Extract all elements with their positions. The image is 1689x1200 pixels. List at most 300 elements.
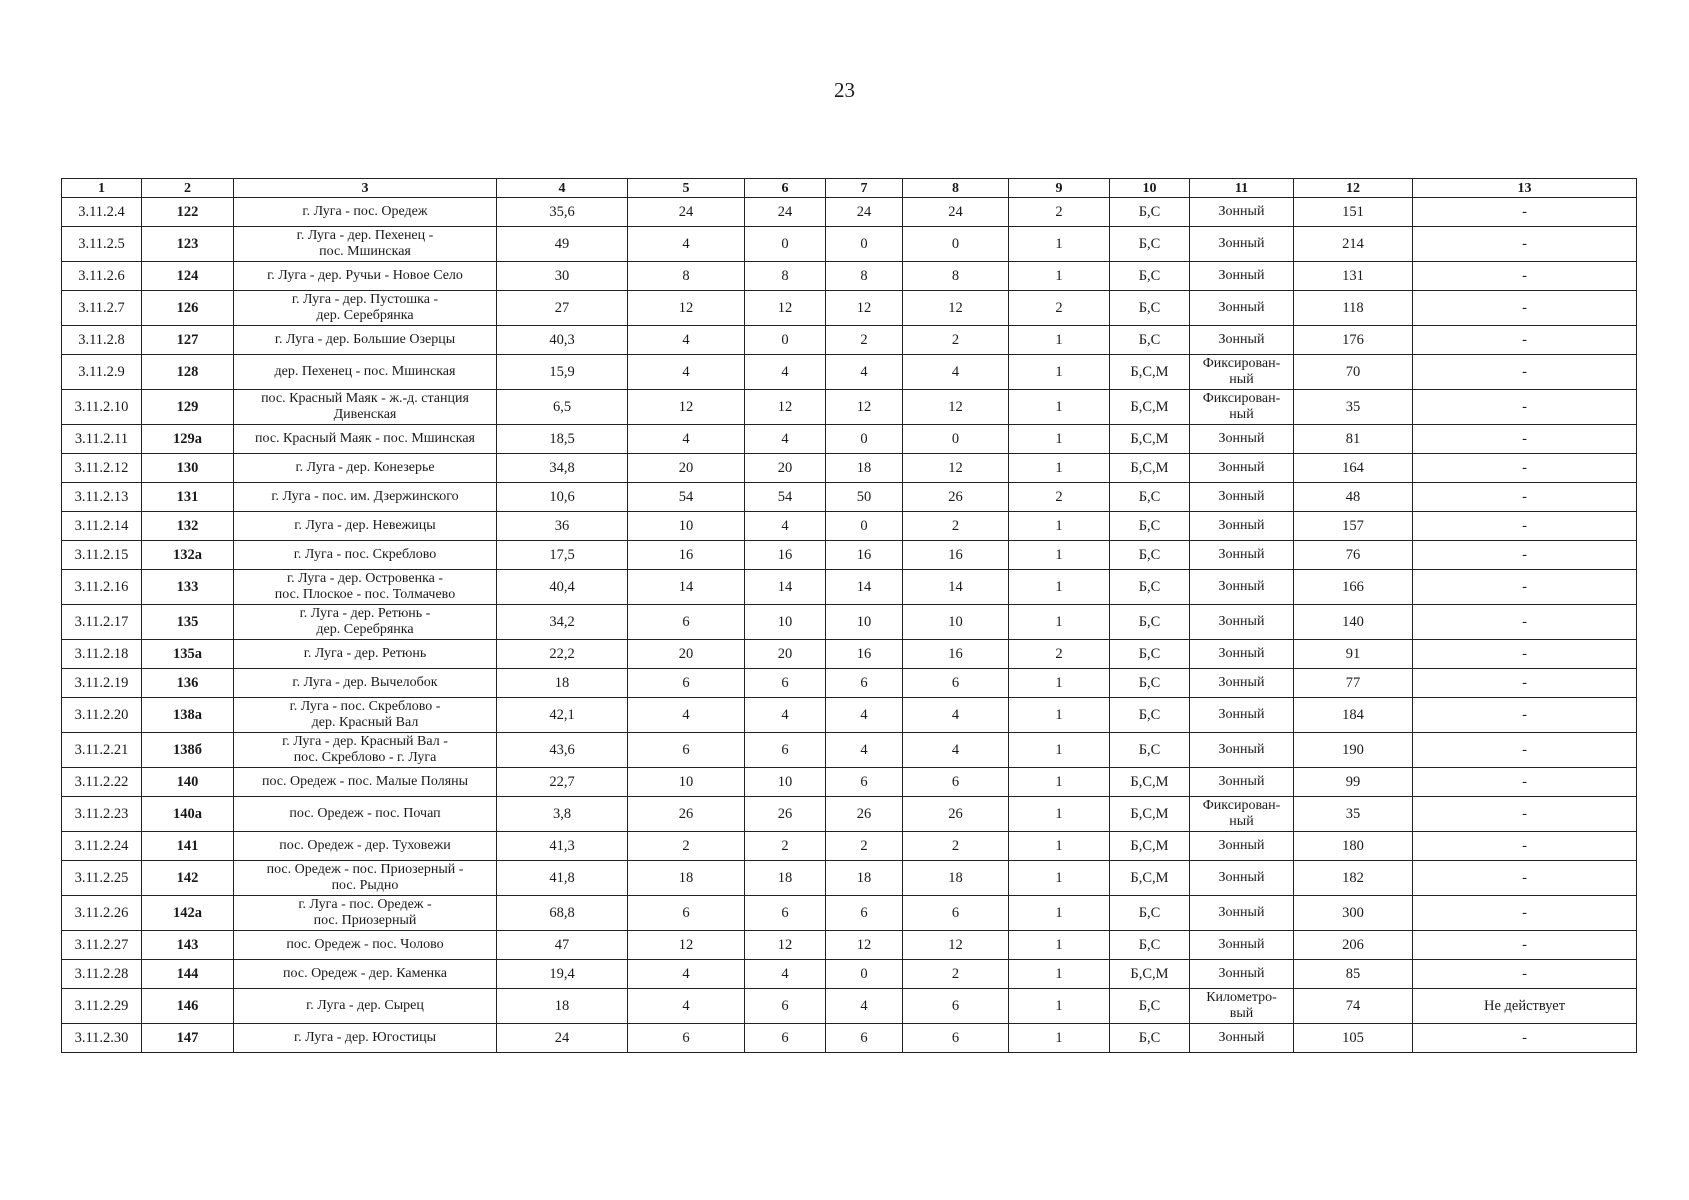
table-row: [62, 669, 1637, 698]
route-length: 3,8: [497, 797, 628, 832]
table-row: [62, 698, 1637, 733]
route-length: 30: [497, 262, 628, 291]
trips-col-8: 26: [903, 797, 1009, 832]
route-length: 41,8: [497, 861, 628, 896]
trips-col-5: 4: [628, 227, 745, 262]
vehicle-classes: Б,С,М: [1110, 454, 1190, 483]
column-header: 9: [1009, 179, 1110, 198]
column-header: 3: [234, 179, 497, 198]
fare-type: Фиксирован- ный: [1190, 390, 1294, 425]
trips-col-5: 12: [628, 291, 745, 326]
trips-col-7: 4: [826, 733, 903, 768]
col-12-value: 164: [1294, 454, 1413, 483]
trips-col-8: 12: [903, 291, 1009, 326]
route-path: пос. Оредеж - пос. Приозерный - пос. Рыдно: [234, 861, 497, 896]
route-path: пос. Оредеж - пос. Почап: [234, 797, 497, 832]
route-number: 135: [142, 605, 234, 640]
fare-type: Зонный: [1190, 454, 1294, 483]
status: -: [1413, 960, 1637, 989]
trips-col-5: 4: [628, 326, 745, 355]
route-length: 27: [497, 291, 628, 326]
trips-col-7: 2: [826, 832, 903, 861]
trips-col-5: 6: [628, 896, 745, 931]
column-header: 8: [903, 179, 1009, 198]
table-row: [62, 227, 1637, 262]
status: -: [1413, 390, 1637, 425]
col-12-value: 85: [1294, 960, 1413, 989]
route-number: 122: [142, 198, 234, 227]
trips-col-7: 12: [826, 390, 903, 425]
vehicles-count: 2: [1009, 291, 1110, 326]
trips-col-8: 0: [903, 425, 1009, 454]
col-12-value: 166: [1294, 570, 1413, 605]
trips-col-6: 54: [745, 483, 826, 512]
trips-col-6: 12: [745, 931, 826, 960]
trips-col-7: 6: [826, 669, 903, 698]
vehicles-count: 1: [1009, 355, 1110, 390]
table-row: [62, 291, 1637, 326]
column-header: 12: [1294, 179, 1413, 198]
trips-col-7: 12: [826, 931, 903, 960]
trips-col-5: 54: [628, 483, 745, 512]
vehicles-count: 1: [1009, 425, 1110, 454]
vehicle-classes: Б,С,М: [1110, 390, 1190, 425]
status: -: [1413, 605, 1637, 640]
vehicles-count: 1: [1009, 390, 1110, 425]
header-row: [62, 179, 1637, 198]
col-12-value: 180: [1294, 832, 1413, 861]
route-path: г. Луга - дер. Красный Вал - пос. Скреблово - г. Луга: [234, 733, 497, 768]
trips-col-5: 20: [628, 454, 745, 483]
status: -: [1413, 483, 1637, 512]
trips-col-6: 0: [745, 326, 826, 355]
status: -: [1413, 326, 1637, 355]
route-path: г. Луга - дер. Островенка - пос. Плоское - пос. Толмачево: [234, 570, 497, 605]
vehicle-classes: Б,С,М: [1110, 861, 1190, 896]
row-code: 3.11.2.22: [62, 768, 142, 797]
status: -: [1413, 896, 1637, 931]
fare-type: Зонный: [1190, 326, 1294, 355]
trips-col-6: 4: [745, 960, 826, 989]
vehicles-count: 1: [1009, 989, 1110, 1024]
trips-col-7: 0: [826, 425, 903, 454]
trips-col-6: 18: [745, 861, 826, 896]
trips-col-5: 18: [628, 861, 745, 896]
fare-type: Зонный: [1190, 512, 1294, 541]
trips-col-8: 24: [903, 198, 1009, 227]
route-path: г. Луга - пос. им. Дзержинского: [234, 483, 497, 512]
trips-col-5: 8: [628, 262, 745, 291]
trips-col-7: 6: [826, 768, 903, 797]
fare-type: Зонный: [1190, 570, 1294, 605]
fare-type: Километро- вый: [1190, 989, 1294, 1024]
fare-type: Фиксирован- ный: [1190, 797, 1294, 832]
vehicles-count: 1: [1009, 832, 1110, 861]
table-body: [62, 198, 1637, 1053]
route-number: 124: [142, 262, 234, 291]
trips-col-6: 6: [745, 669, 826, 698]
trips-col-5: 10: [628, 768, 745, 797]
trips-col-8: 4: [903, 355, 1009, 390]
column-header: 7: [826, 179, 903, 198]
route-number: 123: [142, 227, 234, 262]
trips-col-7: 6: [826, 896, 903, 931]
trips-col-6: 8: [745, 262, 826, 291]
table-row: [62, 355, 1637, 390]
route-number: 140а: [142, 797, 234, 832]
table-row: [62, 390, 1637, 425]
col-12-value: 70: [1294, 355, 1413, 390]
trips-col-6: 26: [745, 797, 826, 832]
fare-type: Зонный: [1190, 896, 1294, 931]
col-12-value: 99: [1294, 768, 1413, 797]
trips-col-7: 18: [826, 861, 903, 896]
trips-col-7: 8: [826, 262, 903, 291]
row-code: 3.11.2.12: [62, 454, 142, 483]
page-number: 23: [834, 78, 855, 102]
route-path: г. Луга - дер. Ретюнь: [234, 640, 497, 669]
route-path: г. Луга - дер. Сырец: [234, 989, 497, 1024]
trips-col-8: 12: [903, 931, 1009, 960]
vehicle-classes: Б,С: [1110, 640, 1190, 669]
trips-col-7: 0: [826, 227, 903, 262]
route-number: 130: [142, 454, 234, 483]
route-number: 138б: [142, 733, 234, 768]
trips-col-8: 10: [903, 605, 1009, 640]
route-length: 6,5: [497, 390, 628, 425]
trips-col-8: 2: [903, 960, 1009, 989]
status: Не действует: [1413, 989, 1637, 1024]
row-code: 3.11.2.13: [62, 483, 142, 512]
route-path: г. Луга - дер. Пустошка - дер. Серебрянка: [234, 291, 497, 326]
row-code: 3.11.2.18: [62, 640, 142, 669]
column-header: 11: [1190, 179, 1294, 198]
status: -: [1413, 512, 1637, 541]
column-header: 5: [628, 179, 745, 198]
trips-col-7: 6: [826, 1024, 903, 1053]
col-12-value: 35: [1294, 390, 1413, 425]
row-code: 3.11.2.14: [62, 512, 142, 541]
table-row: [62, 960, 1637, 989]
route-number: 127: [142, 326, 234, 355]
route-path: г. Луга - пос. Оредеж: [234, 198, 497, 227]
row-code: 3.11.2.15: [62, 541, 142, 570]
route-table: [61, 178, 1637, 1053]
trips-col-6: 6: [745, 1024, 826, 1053]
table-row: [62, 326, 1637, 355]
fare-type: Зонный: [1190, 669, 1294, 698]
status: -: [1413, 832, 1637, 861]
vehicle-classes: Б,С,М: [1110, 425, 1190, 454]
col-12-value: 184: [1294, 698, 1413, 733]
vehicles-count: 1: [1009, 669, 1110, 698]
trips-col-6: 20: [745, 454, 826, 483]
trips-col-8: 2: [903, 512, 1009, 541]
vehicles-count: 1: [1009, 1024, 1110, 1053]
col-12-value: 74: [1294, 989, 1413, 1024]
row-code: 3.11.2.6: [62, 262, 142, 291]
trips-col-5: 16: [628, 541, 745, 570]
trips-col-7: 16: [826, 541, 903, 570]
row-code: 3.11.2.26: [62, 896, 142, 931]
fare-type: Зонный: [1190, 425, 1294, 454]
status: -: [1413, 1024, 1637, 1053]
vehicles-count: 1: [1009, 570, 1110, 605]
trips-col-8: 6: [903, 896, 1009, 931]
route-number: 138а: [142, 698, 234, 733]
trips-col-8: 2: [903, 832, 1009, 861]
route-number: 146: [142, 989, 234, 1024]
row-code: 3.11.2.16: [62, 570, 142, 605]
trips-col-6: 20: [745, 640, 826, 669]
vehicle-classes: Б,С: [1110, 291, 1190, 326]
table-row: [62, 768, 1637, 797]
trips-col-7: 0: [826, 960, 903, 989]
col-12-value: 206: [1294, 931, 1413, 960]
vehicle-classes: Б,С: [1110, 198, 1190, 227]
route-number: 143: [142, 931, 234, 960]
col-12-value: 76: [1294, 541, 1413, 570]
status: -: [1413, 227, 1637, 262]
trips-col-7: 4: [826, 698, 903, 733]
table-row: [62, 896, 1637, 931]
table-row: [62, 605, 1637, 640]
trips-col-7: 10: [826, 605, 903, 640]
column-header: 6: [745, 179, 826, 198]
route-length: 40,3: [497, 326, 628, 355]
trips-col-7: 26: [826, 797, 903, 832]
col-12-value: 157: [1294, 512, 1413, 541]
trips-col-6: 14: [745, 570, 826, 605]
row-code: 3.11.2.17: [62, 605, 142, 640]
trips-col-7: 4: [826, 989, 903, 1024]
trips-col-6: 10: [745, 768, 826, 797]
fare-type: Фиксирован- ный: [1190, 355, 1294, 390]
vehicles-count: 1: [1009, 960, 1110, 989]
trips-col-6: 12: [745, 291, 826, 326]
fare-type: Зонный: [1190, 960, 1294, 989]
column-header: 10: [1110, 179, 1190, 198]
route-length: 35,6: [497, 198, 628, 227]
route-length: 47: [497, 931, 628, 960]
trips-col-6: 12: [745, 390, 826, 425]
route-number: 129а: [142, 425, 234, 454]
table-row: [62, 262, 1637, 291]
route-number: 147: [142, 1024, 234, 1053]
route-length: 18,5: [497, 425, 628, 454]
row-code: 3.11.2.19: [62, 669, 142, 698]
trips-col-6: 4: [745, 355, 826, 390]
route-length: 18: [497, 989, 628, 1024]
status: -: [1413, 698, 1637, 733]
route-number: 129: [142, 390, 234, 425]
row-code: 3.11.2.7: [62, 291, 142, 326]
trips-col-6: 4: [745, 512, 826, 541]
trips-col-5: 20: [628, 640, 745, 669]
status: -: [1413, 198, 1637, 227]
trips-col-8: 8: [903, 262, 1009, 291]
route-length: 49: [497, 227, 628, 262]
column-header: 4: [497, 179, 628, 198]
trips-col-7: 16: [826, 640, 903, 669]
trips-col-5: 4: [628, 355, 745, 390]
status: -: [1413, 291, 1637, 326]
trips-col-8: 16: [903, 640, 1009, 669]
route-number: 126: [142, 291, 234, 326]
trips-col-8: 6: [903, 669, 1009, 698]
route-number: 132а: [142, 541, 234, 570]
vehicle-classes: Б,С: [1110, 483, 1190, 512]
trips-col-6: 4: [745, 698, 826, 733]
vehicles-count: 1: [1009, 605, 1110, 640]
trips-col-8: 0: [903, 227, 1009, 262]
route-number: 142: [142, 861, 234, 896]
trips-col-7: 0: [826, 512, 903, 541]
vehicle-classes: Б,С: [1110, 262, 1190, 291]
trips-col-5: 24: [628, 198, 745, 227]
fare-type: Зонный: [1190, 541, 1294, 570]
row-code: 3.11.2.4: [62, 198, 142, 227]
trips-col-5: 6: [628, 1024, 745, 1053]
trips-col-5: 6: [628, 605, 745, 640]
route-length: 15,9: [497, 355, 628, 390]
fare-type: Зонный: [1190, 198, 1294, 227]
col-12-value: 140: [1294, 605, 1413, 640]
row-code: 3.11.2.29: [62, 989, 142, 1024]
trips-col-6: 24: [745, 198, 826, 227]
trips-col-8: 12: [903, 454, 1009, 483]
status: -: [1413, 454, 1637, 483]
table-row: [62, 198, 1637, 227]
col-12-value: 77: [1294, 669, 1413, 698]
row-code: 3.11.2.20: [62, 698, 142, 733]
trips-col-6: 4: [745, 425, 826, 454]
trips-col-8: 26: [903, 483, 1009, 512]
vehicle-classes: Б,С,М: [1110, 768, 1190, 797]
route-path: г. Луга - дер. Югостицы: [234, 1024, 497, 1053]
vehicle-classes: Б,С: [1110, 605, 1190, 640]
status: -: [1413, 570, 1637, 605]
status: -: [1413, 768, 1637, 797]
vehicle-classes: Б,С: [1110, 698, 1190, 733]
trips-col-5: 4: [628, 698, 745, 733]
route-path: г. Луга - пос. Скреблово - дер. Красный Вал: [234, 698, 497, 733]
trips-col-6: 0: [745, 227, 826, 262]
trips-col-7: 50: [826, 483, 903, 512]
col-12-value: 48: [1294, 483, 1413, 512]
row-code: 3.11.2.21: [62, 733, 142, 768]
vehicles-count: 1: [1009, 733, 1110, 768]
route-length: 41,3: [497, 832, 628, 861]
vehicles-count: 1: [1009, 931, 1110, 960]
route-path: пос. Оредеж - пос. Малые Поляны: [234, 768, 497, 797]
vehicles-count: 1: [1009, 698, 1110, 733]
table-row: [62, 454, 1637, 483]
route-length: 18: [497, 669, 628, 698]
route-length: 22,2: [497, 640, 628, 669]
table-row: [62, 483, 1637, 512]
vehicles-count: 2: [1009, 198, 1110, 227]
trips-col-6: 6: [745, 733, 826, 768]
route-path: пос. Оредеж - дер. Каменка: [234, 960, 497, 989]
fare-type: Зонный: [1190, 640, 1294, 669]
vehicle-classes: Б,С,М: [1110, 355, 1190, 390]
fare-type: Зонный: [1190, 262, 1294, 291]
status: -: [1413, 931, 1637, 960]
trips-col-8: 12: [903, 390, 1009, 425]
trips-col-7: 18: [826, 454, 903, 483]
route-number: 132: [142, 512, 234, 541]
vehicles-count: 1: [1009, 768, 1110, 797]
trips-col-8: 4: [903, 733, 1009, 768]
vehicles-count: 1: [1009, 797, 1110, 832]
vehicles-count: 1: [1009, 262, 1110, 291]
row-code: 3.11.2.28: [62, 960, 142, 989]
vehicle-classes: Б,С,М: [1110, 960, 1190, 989]
status: -: [1413, 669, 1637, 698]
route-number: 135а: [142, 640, 234, 669]
trips-col-6: 2: [745, 832, 826, 861]
col-12-value: 131: [1294, 262, 1413, 291]
col-12-value: 176: [1294, 326, 1413, 355]
route-path: г. Луга - пос. Оредеж - пос. Приозерный: [234, 896, 497, 931]
trips-col-6: 16: [745, 541, 826, 570]
table-row: [62, 425, 1637, 454]
route-path: г. Луга - дер. Большие Озерцы: [234, 326, 497, 355]
trips-col-6: 10: [745, 605, 826, 640]
row-code: 3.11.2.10: [62, 390, 142, 425]
trips-col-8: 16: [903, 541, 1009, 570]
col-12-value: 214: [1294, 227, 1413, 262]
fare-type: Зонный: [1190, 931, 1294, 960]
route-path: пос. Оредеж - дер. Туховежи: [234, 832, 497, 861]
vehicles-count: 1: [1009, 512, 1110, 541]
vehicle-classes: Б,С: [1110, 1024, 1190, 1053]
row-code: 3.11.2.23: [62, 797, 142, 832]
row-code: 3.11.2.30: [62, 1024, 142, 1053]
route-number: 131: [142, 483, 234, 512]
trips-col-8: 6: [903, 1024, 1009, 1053]
fare-type: Зонный: [1190, 227, 1294, 262]
vehicle-classes: Б,С: [1110, 541, 1190, 570]
route-number: 141: [142, 832, 234, 861]
vehicle-classes: Б,С: [1110, 227, 1190, 262]
trips-col-5: 4: [628, 989, 745, 1024]
vehicle-classes: Б,С: [1110, 326, 1190, 355]
trips-col-5: 6: [628, 669, 745, 698]
trips-col-7: 12: [826, 291, 903, 326]
route-length: 24: [497, 1024, 628, 1053]
table-row: [62, 733, 1637, 768]
route-path: г. Луга - дер. Невежицы: [234, 512, 497, 541]
column-header: 2: [142, 179, 234, 198]
route-length: 19,4: [497, 960, 628, 989]
trips-col-5: 2: [628, 832, 745, 861]
vehicles-count: 2: [1009, 483, 1110, 512]
vehicles-count: 1: [1009, 896, 1110, 931]
route-length: 22,7: [497, 768, 628, 797]
vehicle-classes: Б,С: [1110, 570, 1190, 605]
vehicles-count: 1: [1009, 861, 1110, 896]
route-number: 128: [142, 355, 234, 390]
row-code: 3.11.2.27: [62, 931, 142, 960]
fare-type: Зонный: [1190, 483, 1294, 512]
trips-col-8: 6: [903, 989, 1009, 1024]
col-12-value: 182: [1294, 861, 1413, 896]
fare-type: Зонный: [1190, 768, 1294, 797]
status: -: [1413, 425, 1637, 454]
route-length: 36: [497, 512, 628, 541]
